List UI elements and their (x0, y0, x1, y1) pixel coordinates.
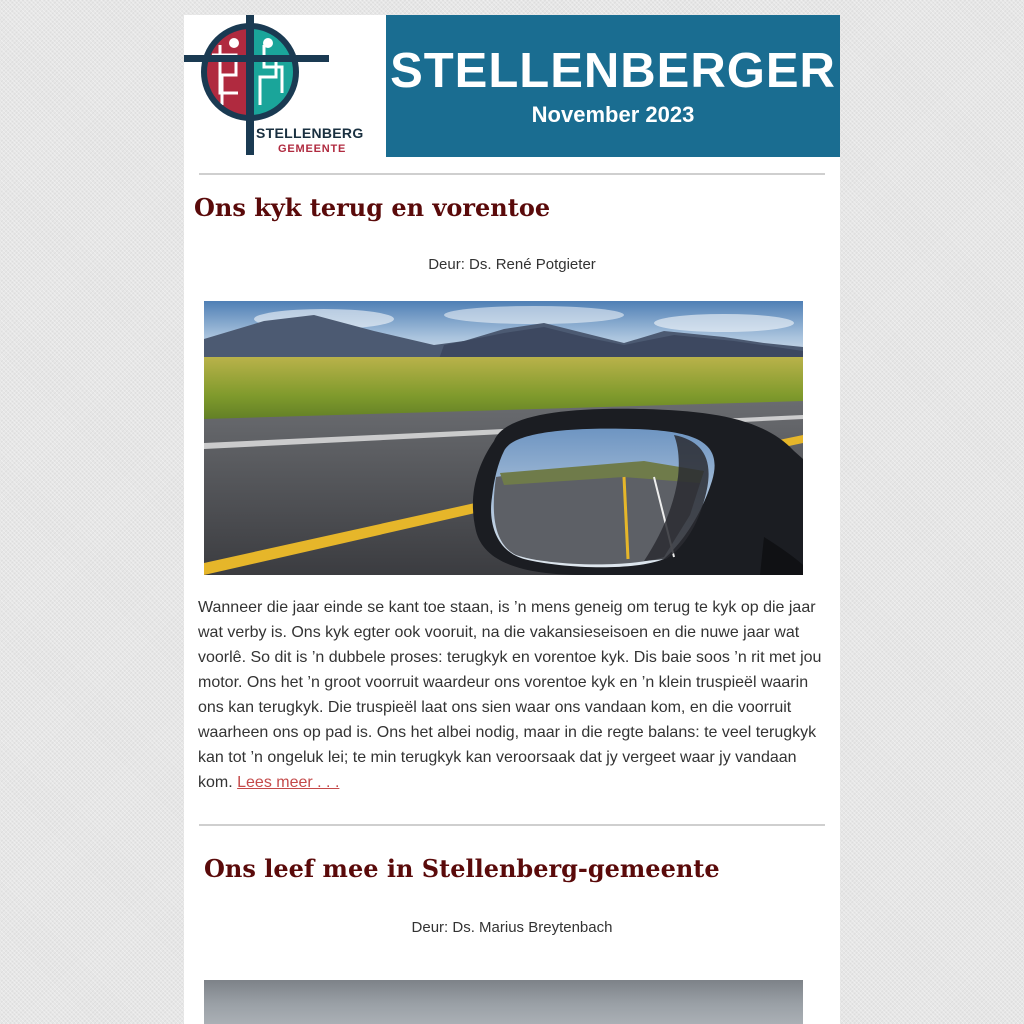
article-1-byline: Deur: Ds. René Potgieter (428, 256, 596, 273)
article-2-byline: Deur: Ds. Marius Breytenbach (411, 919, 613, 936)
logo-name: STELLENBERG (256, 125, 364, 141)
divider (199, 824, 825, 826)
header (184, 15, 840, 157)
issue-date: November 2023 (531, 102, 695, 127)
article-1-photo (204, 301, 803, 575)
article-1-body-text: Wanneer die jaar einde se kant toe staan, is ’n mens geneig om terug te kyk op die jaar wat verby is. Ons kyk egter ook vooruit, na die vakansieseisoen en die nuwe jaar wat voorlê. So dit is ’n dubbele proses: terugkyk en vorentoe kyk. Dis baie soos ’n rit met jou motor. Ons het ’n groot voorruit waardeur ons vorentoe kyk en ’n klein truspieël waarin ons kan terugkyk. Die truspieël laat ons sien waar ons vandaan kom, en die voorruit waarheen ons op pad is. Ons het albei nodig, maar in die regte balans: te veel terugkyk kan tot ’n ongeluk lei; te min terugkyk kan veroorsaak dat jy vergeet waar jy vandaan kom. (198, 599, 822, 791)
article-1-title: Ons kyk terug en vorentoe (194, 193, 551, 222)
masthead (386, 15, 840, 157)
church-logo (184, 15, 386, 157)
read-more-link[interactable]: Lees meer . . . (237, 774, 340, 791)
newsletter-card (184, 15, 840, 1024)
newsletter-title: STELLENBERGER (390, 44, 836, 98)
article-1-body (198, 595, 822, 795)
article-2-photo (204, 980, 803, 1024)
article-2-title: Ons leef mee in Stellenberg-gemeente (204, 854, 720, 883)
divider (199, 173, 825, 175)
logo-subtitle: GEMEENTE (278, 143, 347, 155)
